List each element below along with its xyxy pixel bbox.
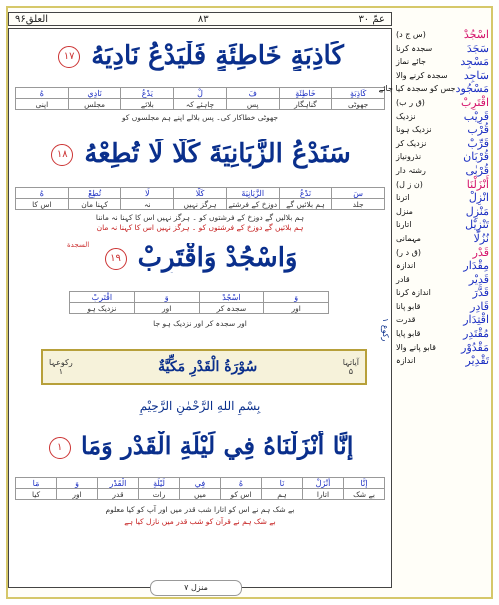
glossary-urdu: اتارنا: [396, 220, 412, 230]
word-ur: بے شک: [344, 489, 385, 500]
word-ur: اپنی: [16, 99, 69, 110]
word-ar: وَ: [57, 478, 98, 489]
translation-2-alt: ہم بلائیں گے دوزخ کے فرشتوں کو ۔ ہرگز نہیں اس کا کہنا نہ مان: [96, 223, 304, 232]
ayah-marker: ۱۷: [58, 46, 80, 68]
glossary-urdu: جائے نماز: [396, 57, 426, 67]
word-table-4: [15, 477, 385, 500]
word-ar: وَ: [134, 292, 199, 303]
glossary-arabic: اسْجُدْ: [463, 28, 489, 41]
word-ur: نزدیک ہو: [70, 303, 135, 314]
word-ar: هُ: [16, 188, 69, 199]
glossary-arabic: اقْتِدَار: [463, 313, 489, 327]
glossary-row: [396, 123, 489, 137]
header-left: العلق۹۶: [15, 13, 49, 25]
word-ur: چاہئے کہ: [174, 99, 227, 110]
manzil-footer: منزل ۷: [150, 580, 242, 596]
word-ar: الزَّبَانِيَةَ: [226, 188, 279, 199]
word-ur: دوزخ کے فرشتے: [228, 199, 278, 209]
word-ar: هُ: [16, 88, 69, 99]
glossary-row: [396, 69, 489, 83]
glossary-arabic: مَسْجِد: [460, 55, 489, 69]
glossary-row: [396, 300, 489, 314]
glossary-urdu: قابو پانے والا: [396, 342, 436, 352]
translation-4: بے شک ہم نے اس کو اتارا شب قدر میں اور آپ کو کیا معلوم: [105, 505, 295, 514]
glossary-urdu: اندازہ کرنا: [396, 288, 431, 298]
word-ur: اس کو: [221, 489, 262, 500]
glossary-urdu: مہمانی: [396, 233, 421, 243]
glossary-row: [396, 55, 489, 69]
header-center: ۸۳: [197, 13, 209, 25]
glossary-urdu: نزدیک کر: [396, 138, 427, 148]
word-ar: الْقَدْرِ: [98, 478, 139, 489]
glossary-arabic: مَنْزِل: [465, 204, 489, 218]
word-ur: قدر: [98, 489, 139, 500]
glossary-row: [396, 28, 489, 42]
word-ur: کہنا مان: [68, 199, 121, 210]
word-ur: اور: [134, 303, 199, 314]
verse-text: سَنَدْعُ الزَّبَانِيَةَ كَلَّا لَا تُطِعْهُ: [84, 139, 351, 169]
glossary-arabic: قُرْبٰى: [465, 163, 489, 177]
glossary-row: [396, 205, 489, 219]
header-right: عمّ ۳۰: [358, 13, 385, 25]
word-ar: إِنَّا: [344, 478, 385, 489]
word-table-2: [15, 187, 385, 210]
word-ar: نَادِي: [68, 88, 121, 99]
ruku-value: ۱: [58, 367, 64, 376]
translation-3: اور سجدہ کر اور نزدیک ہو جا: [153, 319, 247, 328]
verse-line-2: [15, 139, 385, 169]
glossary-arabic: مُقْتَدِر: [463, 327, 489, 341]
glossary-arabic: تَقْدِيْر: [465, 354, 489, 368]
ruku-count: [49, 358, 73, 376]
translation-4-alt: بے شک ہم نے قرآن کو شب قدر میں نازل کیا ہے: [124, 517, 276, 526]
glossary-arabic: مَقْدُوْر: [461, 340, 489, 354]
word-ar: خَاطِئَةٍ: [279, 88, 332, 99]
word-ur: اور: [264, 303, 329, 314]
ayat-count: [343, 358, 359, 376]
glossary-row: [396, 137, 489, 151]
glossary-arabic: قَرِيْب: [463, 109, 489, 123]
glossary-row: [396, 313, 489, 327]
translation-1: جھوٹی خطاکار کی۔ پس بلالے اپنے ہم مجلسوں کو: [121, 113, 279, 122]
word-table-3: [69, 291, 329, 314]
glossary-arabic: سَجَدَ: [466, 41, 489, 55]
word-ar: لْ: [174, 88, 227, 99]
word-ur: مجلس: [68, 99, 121, 110]
word-ur: پس: [226, 99, 279, 110]
glossary-arabic: سَاجِد: [463, 68, 489, 82]
glossary-row: [396, 218, 489, 232]
word-table-1: [15, 87, 385, 110]
sajda-label: السجدة: [67, 241, 90, 249]
word-ar: سَ: [332, 188, 385, 199]
translation-2: ہم بلالیں گے دوزخ کے فرشتوں کو ۔ ہرگز نہیں اس کا کہنا نہ ماننا: [95, 213, 305, 222]
basmala: بِسْمِ اللهِ الرَّحْمٰنِ الرَّحِيْمِ: [139, 399, 261, 413]
ayah-marker: ۱۸: [51, 144, 73, 166]
word-ur: ہم بلائیں گے: [279, 199, 332, 210]
glossary-row: [396, 96, 489, 110]
glossary-arabic: مِقْدَار: [463, 259, 489, 273]
word-ar: اسْجُدْ: [199, 292, 264, 303]
glossary-urdu: نزدیک ہونا: [396, 125, 432, 135]
glossary-urdu: اندازہ: [396, 356, 416, 366]
glossary-urdu: اترنا: [396, 193, 410, 203]
glossary-urdu: قادر: [396, 274, 410, 284]
glossary-urdu: قدرت: [396, 315, 416, 325]
word-ur: ہرگز نہیں: [174, 199, 227, 210]
glossary-row: [396, 42, 489, 56]
word-ur: ہم: [262, 489, 303, 500]
glossary-urdu: قابو پانا: [396, 301, 421, 311]
ruku-label: رکوعہا: [49, 358, 73, 367]
word-ur: بلائے: [121, 99, 174, 110]
word-ur: گناہگار: [279, 99, 332, 110]
juz-marker: ركوع ۱: [381, 318, 390, 342]
word-ar: فَ: [226, 88, 279, 99]
glossary-urdu: نذرونیاز: [396, 152, 422, 162]
glossary-urdu: (ن ز ل): [396, 179, 423, 189]
glossary-arabic: قَادِر: [470, 299, 489, 313]
word-ar: كَاذِبَةٍ: [332, 88, 385, 99]
main-panel: [8, 28, 392, 588]
word-ur: سجدہ کر: [199, 303, 264, 314]
glossary-row: [396, 327, 489, 341]
word-ur: جلد: [332, 199, 385, 210]
glossary-urdu: منزل: [396, 206, 413, 216]
glossary-urdu: رشتہ دار: [396, 165, 426, 175]
word-ar: مَا: [16, 478, 57, 489]
word-ur: میں: [180, 489, 221, 500]
word-ar: لَا: [121, 188, 174, 199]
ayat-value: ۵: [348, 367, 354, 376]
word-ur: کیا: [16, 489, 57, 500]
glossary-urdu: سجدہ کرنے والا: [396, 70, 448, 80]
glossary-arabic: تَنْزِيْل: [465, 218, 489, 232]
glossary-row: [396, 232, 489, 246]
glossary-urdu: قابو پایا: [396, 329, 421, 339]
glossary-urdu: (ق د ر): [396, 247, 421, 257]
glossary-arabic: انْزِلْ: [468, 191, 489, 205]
verse-text: وَاسْجُدْ وَاقْتَرِبْ: [137, 243, 298, 273]
glossary-row: [396, 259, 489, 273]
glossary-arabic: نُزُلًا: [473, 231, 489, 245]
word-ar: أَنْزَلْ: [303, 478, 344, 489]
word-ur: جھوٹی: [332, 99, 385, 110]
glossary-row: [396, 150, 489, 164]
glossary-row: [378, 82, 489, 96]
glossary-row: [396, 354, 489, 368]
word-ar: اقْتَرِبْ: [70, 292, 135, 303]
glossary-arabic: قَدِيْر: [468, 272, 489, 286]
glossary-arabic: قُرْبَان: [463, 150, 489, 164]
word-ur: اس کا: [16, 199, 69, 210]
verse-line-4: [15, 431, 385, 460]
word-ar: يَدْعُ: [121, 88, 174, 99]
word-ur: اتارا: [303, 489, 344, 500]
ayah-marker: ۱۹: [105, 248, 127, 270]
word-ar: كَلَّا: [174, 188, 227, 199]
verse-text: كَاذِبَةٍ خَاطِئَةٍ فَلْيَدْعُ نَادِيَهُ: [91, 41, 344, 71]
glossary-row: [396, 273, 489, 287]
word-ar: تُطِعْ: [68, 188, 121, 199]
glossary-arabic: اقْتَرِبْ: [460, 95, 489, 109]
glossary-urdu: نزدیک: [396, 111, 416, 121]
glossary-row: [396, 178, 489, 192]
glossary-row: [396, 286, 489, 300]
word-ar: فِي: [180, 478, 221, 489]
ayat-label: آیاتہا: [342, 358, 359, 367]
glossary-row: [396, 110, 489, 124]
glossary-arabic: قُرْب: [467, 123, 489, 137]
glossary-row: [396, 246, 489, 260]
word-ar: لَيْلَةِ: [139, 478, 180, 489]
verse-text: إِنَّا أَنْزَلْنَاهُ فِي لَيْلَةِ الْقَدْرِ وَمَا: [80, 431, 354, 460]
glossary-arabic: مَسْجُود: [455, 82, 489, 96]
glossary-urdu: (ق ر ب): [396, 97, 425, 107]
page-header: [8, 12, 392, 26]
verse-line-1: [15, 41, 385, 71]
glossary-arabic: قَدْر: [472, 245, 489, 259]
word-ar: نَا: [262, 478, 303, 489]
glossary-urdu: (س ج د): [396, 30, 426, 39]
word-ur: اور: [57, 489, 98, 500]
glossary-urdu: اندازہ: [396, 261, 416, 271]
surah-title: سُوْرَةُ الْقَدْرِ مَكِّيَّةٌ: [158, 359, 258, 375]
word-ur: رات: [139, 489, 180, 500]
glossary-arabic: أَنْزَلْنَا: [466, 177, 489, 191]
surah-banner: [41, 349, 367, 385]
glossary-urdu: جس کو سجدہ کیا جائے: [378, 84, 456, 94]
glossary-row: [396, 164, 489, 178]
glossary-urdu: سجدہ کرنا: [396, 43, 433, 53]
ayah-marker: ۱: [49, 437, 71, 459]
glossary-arabic: قَدَّرَ: [472, 286, 489, 300]
word-ar: هُ: [221, 478, 262, 489]
glossary-row: [396, 191, 489, 205]
word-ar: وَ: [264, 292, 329, 303]
word-ar: نَدْعُ: [279, 188, 332, 199]
glossary-arabic: قَرِّبْ: [467, 136, 489, 150]
glossary-row: [396, 341, 489, 355]
word-ur: نہ: [121, 199, 174, 210]
